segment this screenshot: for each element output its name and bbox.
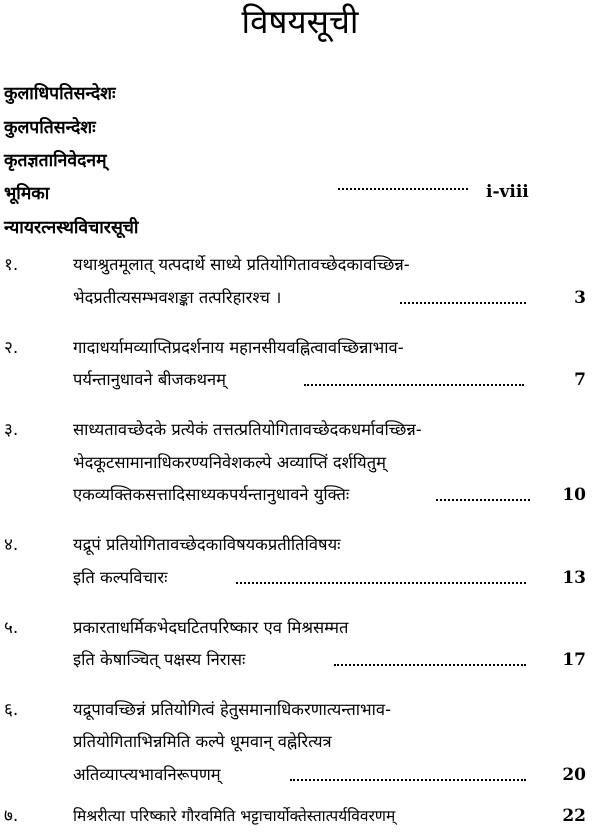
front-item-kritajnata: कृतज्ञतानिवेदनम् xyxy=(4,151,107,171)
dot-leader xyxy=(290,779,526,781)
entry-number: ४. xyxy=(4,535,19,555)
page-number: 13 xyxy=(562,568,586,588)
entry-number: १. xyxy=(4,255,19,275)
page-number: 7 xyxy=(574,370,586,390)
page-number: i-viii xyxy=(486,182,529,202)
dot-leader xyxy=(236,582,526,584)
entry-line: साध्यतावच्छेदके प्रत्येकं तत्तत्प्रतियोगितावच्छेदकधर्मावच्छिन्न- xyxy=(73,420,422,439)
entry-line: यद्रूपं प्रतियोगितावच्छेदकाविषयकप्रतीतिविषयः xyxy=(73,535,341,554)
page-number: 17 xyxy=(562,650,586,670)
entry-number: ५. xyxy=(4,618,19,638)
page-number: 22 xyxy=(562,806,586,826)
entry-number: ६. xyxy=(4,700,19,720)
front-item-kulapati: कुलपतिसन्देशः xyxy=(4,118,96,138)
dot-leader xyxy=(338,188,468,190)
entry-number: २. xyxy=(4,338,19,358)
page-title: विषयसूची xyxy=(241,2,359,41)
dot-leader xyxy=(304,384,524,386)
front-item-vicharasuchi: न्यायरत्नस्थविचारसूची xyxy=(4,218,139,238)
page-number: 10 xyxy=(562,485,586,505)
dot-leader xyxy=(334,664,526,666)
entry-line: अतिव्याप्त्यभावनिरूपणम् xyxy=(73,765,221,784)
front-item-kuladhipati: कुलाधिपतिसन्देशः xyxy=(4,84,116,104)
entry-line: भेदप्रतीत्यसम्भवशङ्का तत्परिहारश्च । xyxy=(73,288,282,307)
dot-leader xyxy=(436,499,530,501)
entry-line: प्रकारताधर्मिकभेदघटितपरिष्कार एव मिश्रसम्मत xyxy=(73,618,349,637)
entry-line: प्रतियोगिताभिन्नमिति कल्पे धूमवान् वह्नेरित्यत्र xyxy=(73,732,332,751)
entry-number: ३. xyxy=(4,420,19,440)
page-number: 20 xyxy=(562,765,586,785)
page-number: 3 xyxy=(574,288,586,308)
entry-line: भेदकूटसामानाधिकरण्यनिवेशकल्पे अव्याप्तिं दर्शयितुम् xyxy=(73,453,386,472)
entry-line: गादाधर्यामव्याप्तिप्रदर्शनाय महानसीयवह्नित्वावच्छिन्नाभाव- xyxy=(73,338,404,357)
entry-line: यथाश्रुतमूलात् यत्पदार्थे साध्ये प्रतियोगितावच्छेदकावच्छिन्न- xyxy=(73,255,410,274)
entry-line: इति केषाञ्चित् पक्षस्य निरासः xyxy=(73,650,246,669)
dot-leader xyxy=(400,302,526,304)
entry-number: ७. xyxy=(4,806,19,826)
entry-line: एकव्यक्तिकसत्तादिसाध्यकपर्यन्तानुधावने युक्तिः xyxy=(73,485,350,504)
entry-line: यद्रूपावच्छिन्नं प्रतियोगित्वं हेतुसमानाधिकरणात्यन्ताभाव- xyxy=(73,700,392,719)
entry-line: इति कल्पविचारः xyxy=(73,568,168,587)
entry-line: मिश्ररीत्या परिष्कारे गौरवमिति भट्टाचार्योक्तेस्तात्पर्यविवरणम् xyxy=(73,807,396,825)
front-item-bhumika: भूमिका xyxy=(4,184,50,204)
entry-line: पर्यन्तानुधावने बीजकथनम् xyxy=(73,370,227,389)
